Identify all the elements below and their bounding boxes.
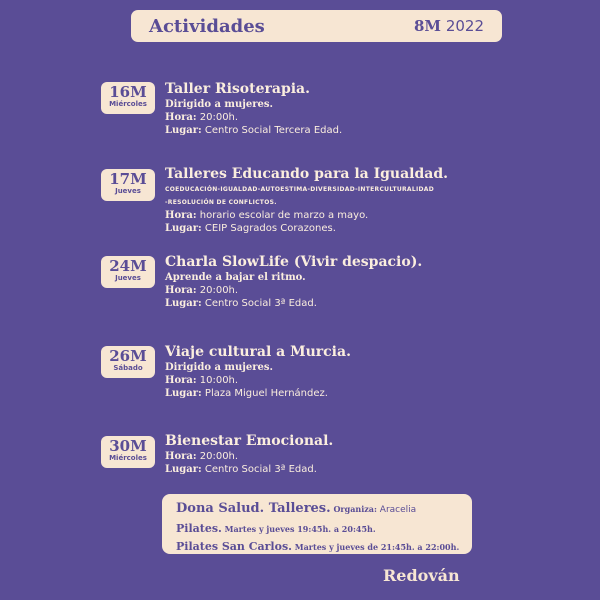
event-place [165,463,525,476]
event-day: 24M [109,257,147,275]
hora-label: Hora: [165,451,197,462]
page-title: Actividades [149,15,265,37]
event-day: 26M [109,347,147,365]
header-year [414,17,484,35]
event-day: 16M [109,83,147,101]
hora-value: 20:00h. [196,451,239,462]
event-title: Talleres Educando para la Igualdad. [165,166,449,182]
workshops-title: Dona Salud. Talleres. [176,501,331,516]
event-subtitle: Dirigido a mujeres. [165,99,274,110]
lugar-value: Plaza Miguel Hernández. [201,388,328,399]
lugar-label: Lugar: [165,298,202,309]
pilates-san-carlos-schedule: Martes y jueves de 21:45h. a 22:00h. [291,542,460,552]
pilates-san-carlos-title: Pilates San Carlos. [176,540,292,553]
event-title: Taller Risoterapia. [165,81,310,97]
event-weekday: Jueves [115,187,141,195]
hora-value: 20:00h. [196,112,239,123]
event-day: 17M [109,170,147,188]
event-info [165,254,525,310]
pilates-row [176,519,462,537]
event-weekday: Miércoles [109,100,147,108]
event-subtitle: Dirigido a mujeres. [165,362,274,373]
pilates-title: Pilates. [176,522,222,535]
event-place [165,124,525,137]
lugar-value: Centro Social 3ª Edad. [201,464,317,475]
event-day: 30M [109,437,147,455]
event-place [165,297,525,310]
pilates-schedule: Martes y jueves 19:45h. a 20:45h. [221,524,376,534]
lugar-label: Lugar: [165,125,202,136]
pilates-san-carlos-row [176,537,462,555]
hora-label: Hora: [165,285,197,296]
event-topics: COEDUCACIÓN-IGUALDAD-AUTOESTIMA-DIVERSIDAD-INTERCULTURALIDAD [165,186,435,193]
lugar-value: CEIP Sagrados Corazones. [201,223,336,234]
date-badge [101,346,155,378]
date-badge [101,256,155,288]
event-weekday: Sábado [113,364,143,372]
year-number: 2022 [441,17,484,35]
event-info [165,433,525,476]
hora-value: 10:00h. [196,375,239,386]
event-weekday: Miércoles [109,454,147,462]
event-time [165,374,525,387]
event-place [165,222,525,235]
event-title: Charla SlowLife (Vivir despacio). [165,254,423,270]
header-banner [131,10,502,42]
lugar-label: Lugar: [165,388,202,399]
hora-label: Hora: [165,375,197,386]
event-time [165,209,525,222]
hora-label: Hora: [165,210,197,221]
event-time [165,111,525,124]
date-badge [101,436,155,468]
lugar-value: Centro Social Tercera Edad. [201,125,343,136]
event-info [165,166,525,235]
event-weekday: Jueves [115,274,141,282]
event-topics-cont: -RESOLUCIÓN DE CONFLICTOS. [165,199,277,206]
organizer-label: Organiza: [330,504,377,514]
event-title: Bienestar Emocional. [165,433,334,449]
lugar-label: Lugar: [165,464,202,475]
hora-label: Hora: [165,112,197,123]
organizer-name: Aracelia [376,505,417,515]
date-badge [101,82,155,114]
workshops-box [162,494,472,554]
event-time [165,450,525,463]
lugar-value: Centro Social 3ª Edad. [201,298,317,309]
event-subtitle: Aprende a bajar el ritmo. [165,272,306,283]
event-info [165,81,525,137]
date-badge [101,169,155,201]
event-title: Viaje cultural a Murcia. [165,344,351,360]
year-bold: 8M [414,17,442,35]
hora-value: 20:00h. [196,285,239,296]
hora-value: horario escolar de marzo a mayo. [196,210,369,221]
event-info [165,344,525,400]
event-time [165,284,525,297]
event-place [165,387,525,400]
town-brand: Redován [383,566,460,585]
lugar-label: Lugar: [165,223,202,234]
workshops-heading [176,498,462,519]
